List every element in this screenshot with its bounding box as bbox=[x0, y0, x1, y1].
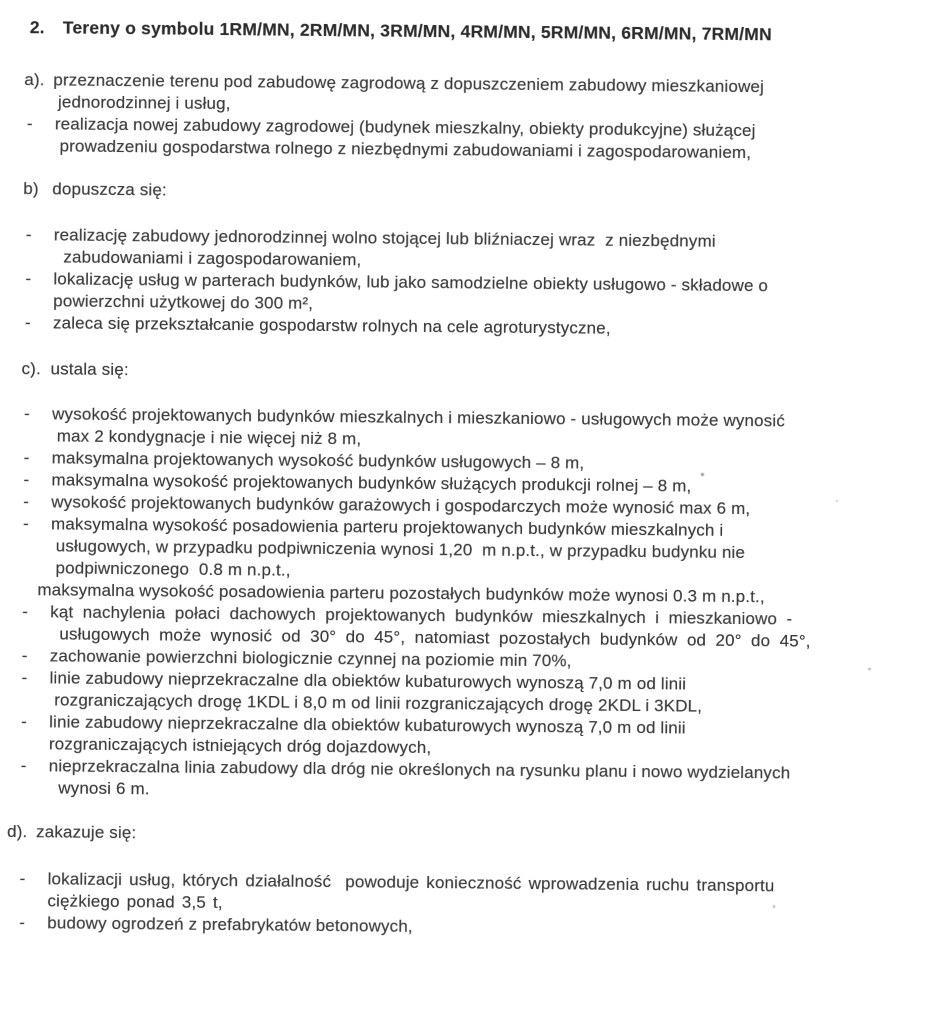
list-item-text: linie zabudowy nieprzekraczalne dla obiektów kubaturowych wynoszą 7,0 m od linii rozgraniczających drogę 1KDL i 8,0 m od linii rozgraniczających drogę 2KDL i 3KDL, bbox=[49, 668, 703, 716]
list-item-text: nieprzekraczalna linia zabudowy dla dróg nie określonych na rysunku planu i nowo wydzielanych wynosi 6 m. bbox=[48, 756, 791, 799]
list-item-text: realizacja nowej zabudowy zagrodowej (budynek mieszkalny, obiekty produkcyjne) służącej prowadzeniu gospodarstwa rolnego z niezbędnymi zabudowaniami i zagospodarowaniem, bbox=[54, 114, 756, 163]
list-item-text: budowy ogrodzeń z prefabrykatów betonowych, bbox=[47, 913, 413, 936]
clause-d-list bbox=[16, 868, 929, 943]
section-number: 2. bbox=[29, 17, 45, 38]
list-item bbox=[20, 513, 933, 588]
bullet-dash-icon: - bbox=[19, 913, 26, 933]
clause-b-heading bbox=[23, 178, 935, 209]
list-item-text: zaleca się przekształcanie gospodarstw rolnych na cele agroturystyczne, bbox=[52, 313, 611, 338]
list-item-text: maksymalna wysokość posadowienia parteru pozostałych budynków może wynosi 0.3 m n.p.t., bbox=[37, 580, 765, 607]
clause-b-title: dopuszcza się: bbox=[52, 179, 167, 200]
clause-c-heading bbox=[21, 358, 933, 389]
bullet-dash-icon: - bbox=[21, 712, 28, 732]
bullet-dash-icon: - bbox=[23, 492, 30, 512]
clause-a-label: a). bbox=[24, 70, 45, 90]
list-item-text: lokalizację usług w parterach budynków, lub jako samodzielne obiekty usługowo - składowe o powierzchni użytkowej do 300 m², bbox=[53, 269, 769, 313]
clause-d-label: d). bbox=[7, 821, 28, 842]
list-item-text: maksymalna wysokość posadowienia parteru projektowanych budynków mieszkalnych i usługowych, w przypadku podpiwniczenia wynosi 1,20 m n.p.t., w przypadku budynku nie podpiwniczonego 0.8 m n.p.t., bbox=[50, 514, 746, 580]
scan-artifact-speck bbox=[836, 500, 838, 502]
list-item-text: wysokość projektowanych budynków garażowych i gospodarczych może wynosić max 6 m, bbox=[51, 492, 751, 519]
clause-a-text: przeznaczenie terenu pod zabudowę zagrodową z dopuszczeniem zabudowy mieszkaniowej jednorodzinnej i usług, bbox=[53, 70, 765, 114]
list-item bbox=[24, 113, 936, 166]
bullet-dash-icon: - bbox=[26, 114, 33, 134]
list-item-text: maksymalna wysokość projektowanych budynków służących produkcji rolnej – 8 m, bbox=[51, 470, 692, 496]
scan-artifact-speck bbox=[773, 905, 775, 908]
clause-b-label: b) bbox=[23, 179, 39, 199]
clause-b-list bbox=[22, 224, 935, 343]
clause-d-title: zakazuje się: bbox=[36, 822, 137, 843]
bullet-dash-icon: - bbox=[23, 448, 30, 468]
list-item bbox=[17, 755, 929, 808]
bullet-dash-icon: - bbox=[22, 602, 29, 622]
bullet-dash-icon: - bbox=[19, 869, 26, 889]
bullet-dash-icon: - bbox=[20, 756, 27, 776]
scan-artifact-speck bbox=[868, 668, 871, 670]
bullet-dash-icon: - bbox=[23, 470, 30, 490]
bullet-dash-icon: - bbox=[21, 668, 28, 688]
scan-artifact-speck bbox=[701, 473, 704, 476]
clause-d-heading bbox=[7, 821, 929, 852]
list-item-text: realizację zabudowy jednorodzinnej wolno stojącej lub bliźniaczej wraz z niezbędnymi zabudowaniami i zagospodarowaniem, bbox=[53, 225, 716, 270]
list-item-text: zachowanie powierzchni biologicznie czynnej na poziomie min 70%, bbox=[49, 646, 572, 671]
clause-c-title: ustala się: bbox=[50, 359, 129, 380]
bullet-dash-icon: - bbox=[24, 313, 31, 333]
clause-c-list bbox=[17, 403, 933, 808]
list-item-text: wysokość projektowanych budynków mieszkalnych i mieszkaniowo - usługowych może wynosić max 2 kondygnacje i nie więcej niż 8 m, bbox=[51, 404, 786, 449]
bullet-dash-icon: - bbox=[21, 646, 28, 666]
list-item-text: linie zabudowy nieprzekraczalne dla obiektów kubaturowych wynoszą 7,0 m od linii rozgraniczających istniejących dróg dojazdowych, bbox=[48, 712, 686, 758]
bullet-dash-icon: - bbox=[22, 514, 29, 534]
clause-c-label: c). bbox=[21, 359, 41, 379]
list-item-text: lokalizacji usług, których działalność powoduje konieczność wprowadzenia ruchu transportu ciężkiego ponad 3,5 t, bbox=[47, 869, 775, 913]
list-item-text: maksymalna projektowanych wysokość budynków usługowych – 8 m, bbox=[51, 448, 585, 473]
list-item-text: kąt nachylenia połaci dachowych projektowanych budynków mieszkalnych i mieszkaniowo - usługowych może wynosić od 30° do 45°, natomiast pozostałych budynków od 20° do 45°, bbox=[49, 602, 811, 651]
section-title: Tereny o symbolu 1RM/MN, 2RM/MN, 3RM/MN, 4RM/MN, 5RM/MN, 6RM/MN, 7RM/MN bbox=[62, 17, 772, 45]
bullet-dash-icon: - bbox=[25, 269, 32, 289]
section-heading bbox=[25, 16, 937, 47]
bullet-dash-icon: - bbox=[25, 225, 32, 245]
bullet-dash-icon: - bbox=[24, 404, 31, 424]
